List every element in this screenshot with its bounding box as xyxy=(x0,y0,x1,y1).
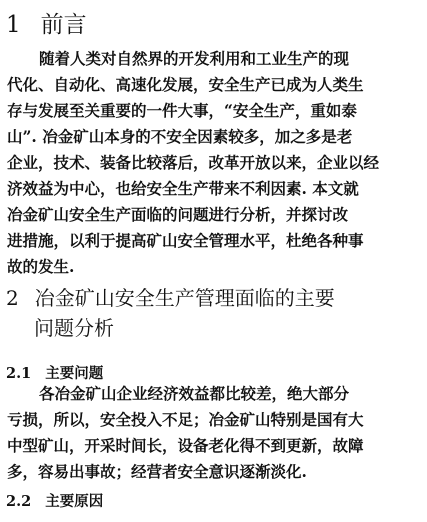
section-2-1-number: 2.1 xyxy=(6,365,32,382)
section-2-1-heading xyxy=(6,362,103,383)
paragraph-line: 存与发展至关重要的一件大事，“安全生产，重如泰 xyxy=(7,101,357,120)
section-2-1-paragraph xyxy=(7,381,421,485)
paragraph-line: 中型矿山，开采时间长，设备老化得不到更新，故障 xyxy=(7,436,364,455)
section-1-heading xyxy=(6,6,87,39)
section-1-number: 1 xyxy=(6,12,21,38)
section-2-heading xyxy=(6,283,335,343)
paragraph-line: 多，容易出事故；经营者安全意识逐渐淡化. xyxy=(7,462,307,481)
paragraph-line: 冶金矿山安全生产面临的问题进行分析，并探讨改 xyxy=(7,205,349,224)
paragraph-line: 企业，技术、装备比较落后，改革开放以来，企业以经 xyxy=(7,153,380,172)
paragraph-line: 代化、自动化、高速化发展，安全生产已成为人类生 xyxy=(7,75,364,94)
paragraph-line: 亏损，所以，安全投入不足；冶金矿山特别是国有大 xyxy=(7,410,364,429)
section-2-number: 2 xyxy=(6,286,19,310)
paragraph-line: 随着人类对自然界的开发利用和工业生产的现 xyxy=(39,49,350,68)
section-1-paragraph xyxy=(7,46,421,280)
paragraph-line: 济效益为中心，也给安全生产带来不利因素. 本文就 xyxy=(7,179,359,198)
paragraph-line: 故的发生. xyxy=(7,257,75,276)
paragraph-line: 进措施，以利于提高矿山安全管理水平，杜绝各种事 xyxy=(7,231,364,250)
section-2-title-line-2: 问题分析 xyxy=(34,316,114,340)
section-2-2-heading xyxy=(6,490,103,511)
section-1-title: 前言 xyxy=(40,12,87,38)
paragraph-line: 山”. 冶金矿山本身的不安全因素较多，加之多是老 xyxy=(7,127,353,146)
section-2-1-title: 主要问题 xyxy=(45,366,104,382)
section-2-title-line-1: 冶金矿山安全生产管理面临的主要 xyxy=(34,286,335,310)
paragraph-line: 各冶金矿山企业经济效益都比较差，绝大部分 xyxy=(39,384,350,403)
section-2-2-number: 2.2 xyxy=(6,493,32,510)
section-2-2-title: 主要原因 xyxy=(45,494,104,510)
